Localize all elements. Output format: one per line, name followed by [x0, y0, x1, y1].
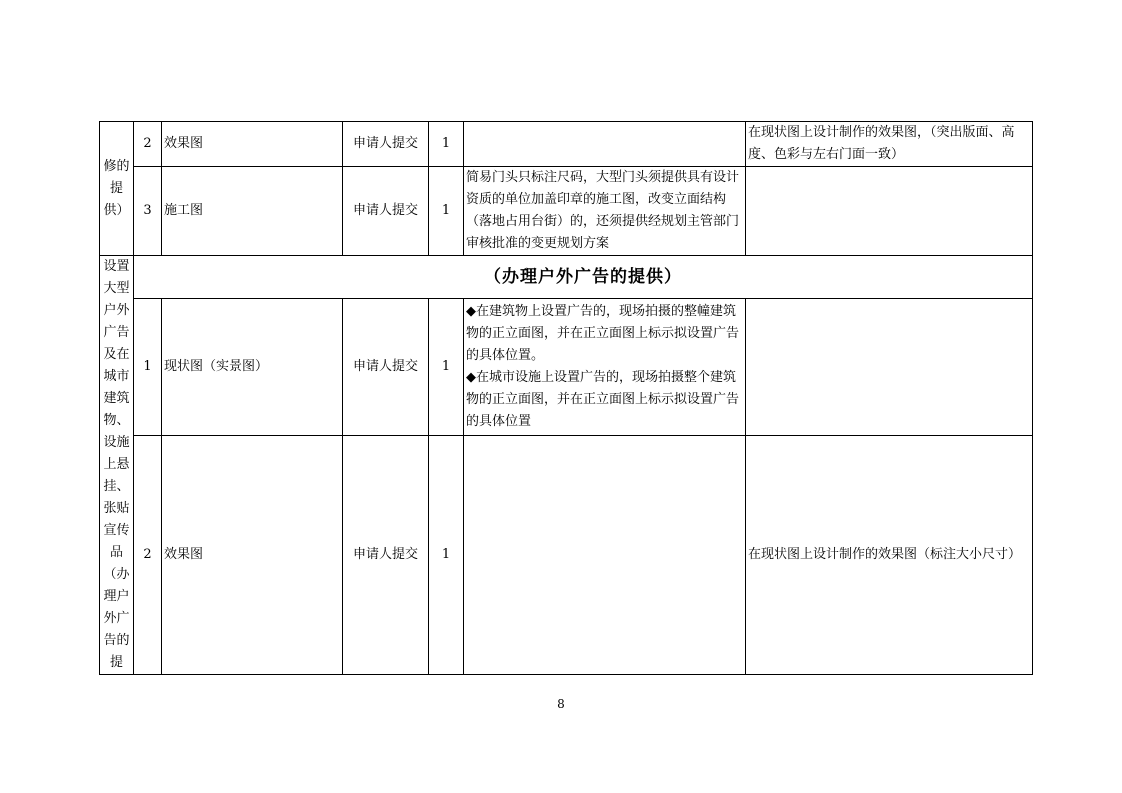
- table-row: [100, 256, 1033, 299]
- table-row: [100, 122, 1033, 167]
- material-quantity: 1: [429, 167, 464, 256]
- materials-table: [99, 121, 1033, 675]
- material-name: 效果图: [162, 435, 343, 674]
- row-number: 2: [134, 122, 162, 167]
- material-requirement: [464, 122, 746, 167]
- requirement-line: ◆在城市设施上设置广告的，现场拍摄整个建筑物的正立面图，并在正立面图上标示拟设置广告的具体位置: [466, 369, 740, 429]
- material-name: 施工图: [162, 167, 343, 256]
- page-number: 8: [557, 697, 565, 711]
- material-source: 申请人提交: [343, 167, 429, 256]
- section-title: （办理户外广告的提供）: [134, 256, 1033, 299]
- table-row: [100, 299, 1033, 436]
- row-number: 1: [134, 299, 162, 436]
- material-quantity: 1: [429, 299, 464, 436]
- material-source: 申请人提交: [343, 299, 429, 436]
- material-note: 在现状图上设计制作的效果图（标注大小尺寸）: [746, 435, 1033, 674]
- category-cell: 修的提供）: [100, 122, 134, 256]
- material-requirement: [464, 435, 746, 674]
- row-number: 2: [134, 435, 162, 674]
- table-row: [100, 167, 1033, 256]
- material-quantity: 1: [429, 122, 464, 167]
- material-requirement: [464, 299, 746, 436]
- row-number: 3: [134, 167, 162, 256]
- material-name: 现状图（实景图）: [162, 299, 343, 436]
- material-note: 在现状图上设计制作的效果图，（突出版面、高度、色彩与左右门面一致）: [746, 122, 1033, 167]
- material-source: 申请人提交: [343, 435, 429, 674]
- material-source: 申请人提交: [343, 122, 429, 167]
- material-quantity: 1: [429, 435, 464, 674]
- material-note: [746, 167, 1033, 256]
- requirement-line: ◆在建筑物上设置广告的，现场拍摄的整幢建筑物的正立面图，并在正立面图上标示拟设置广告的具体位置。: [466, 303, 740, 363]
- material-requirement: 简易门头只标注尺码，大型门头须提供具有设计资质的单位加盖印章的施工图，改变立面结构（落地占用台街）的，还须提供经规划主管部门审核批准的变更规划方案: [464, 167, 746, 256]
- table-row: [100, 435, 1033, 674]
- material-note: [746, 299, 1033, 436]
- material-name: 效果图: [162, 122, 343, 167]
- category-cell: 设置大型户外广告及在城市建筑物、设施上悬挂、张贴宣传品（办理户外广告的提: [100, 256, 134, 675]
